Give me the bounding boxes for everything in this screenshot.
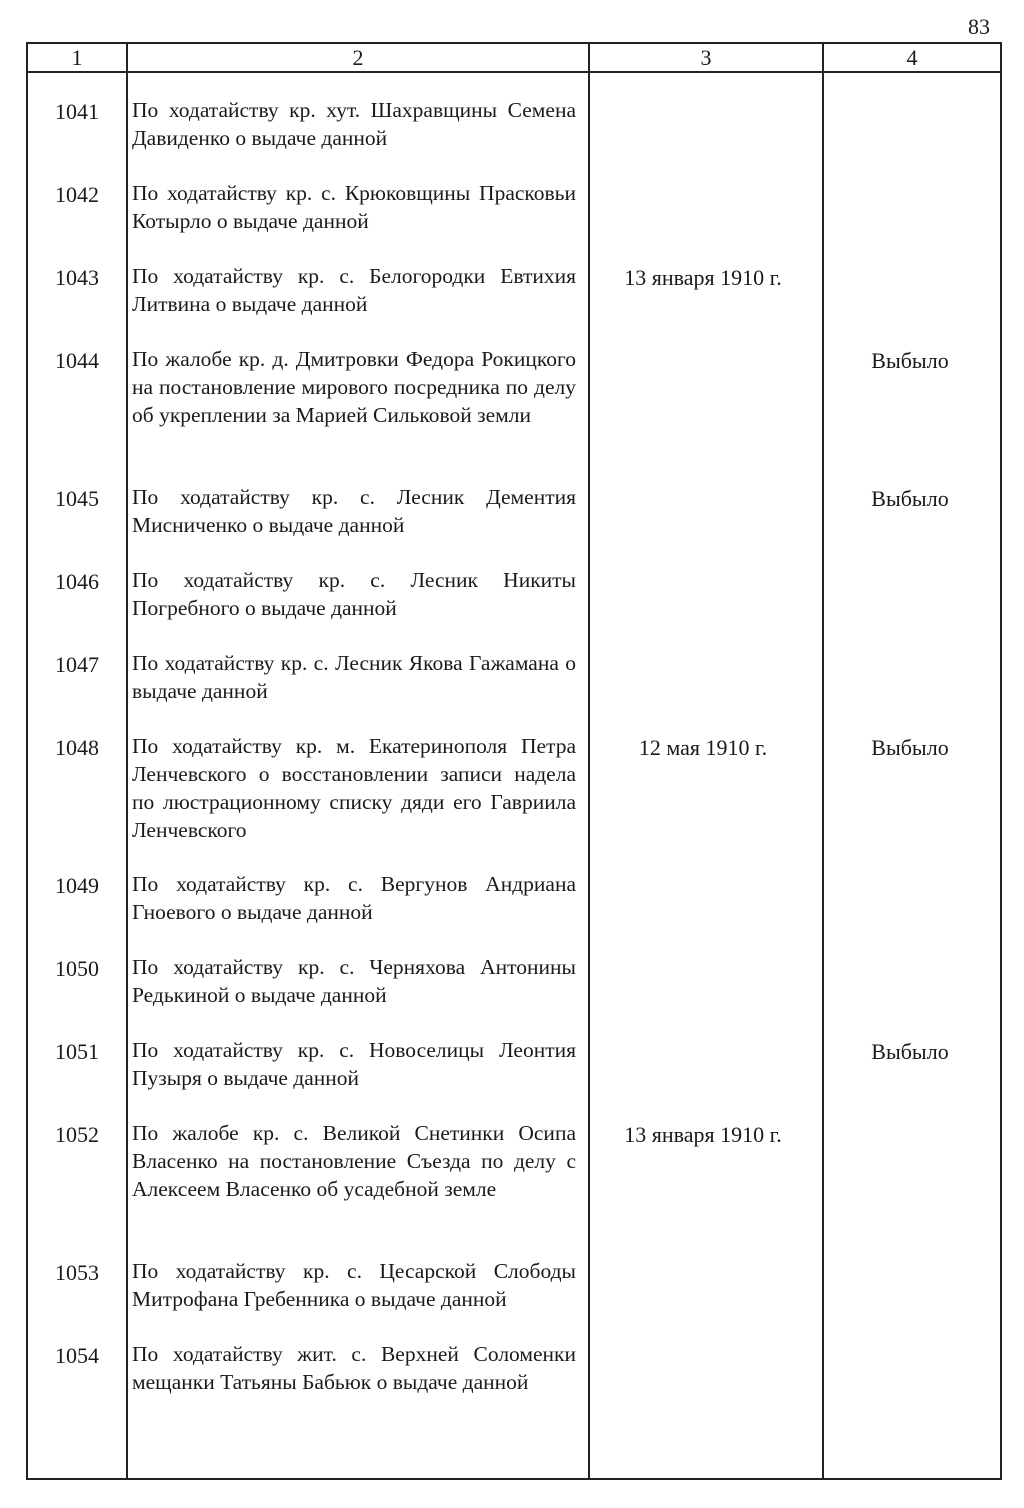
row-note	[820, 953, 1000, 955]
row-note: Выбыло	[871, 348, 949, 373]
row-number: 1051	[55, 1039, 99, 1064]
row-description: По жалобе кр. с. Великой Снетинки Осипа Власенко на постановление Съезда по делу с Алексеем Власенко об усадебной земле	[132, 1121, 576, 1201]
row-description: По ходатайству кр. с. Цесарской Слободы Митрофана Гребенника о выдаче данной	[132, 1259, 576, 1311]
table-row	[28, 1036, 1000, 1092]
table-row	[28, 345, 1000, 429]
row-date	[586, 483, 820, 485]
table-row	[28, 179, 1000, 235]
row-note: Выбыло	[871, 735, 949, 760]
row-number: 1044	[55, 348, 99, 373]
row-date	[586, 1036, 820, 1038]
table-row	[28, 483, 1000, 539]
row-date	[586, 1340, 820, 1342]
row-note	[820, 1340, 1000, 1342]
row-description: По ходатайству кр. хут. Шахравщины Семена Давиденко о выдаче данной	[132, 98, 576, 150]
row-note	[820, 179, 1000, 181]
table-row	[28, 1257, 1000, 1313]
row-date	[586, 96, 820, 98]
row-number: 1047	[55, 652, 99, 677]
row-note	[820, 262, 1000, 264]
row-number: 1046	[55, 569, 99, 594]
row-date	[586, 345, 820, 347]
column-header-1: 1	[71, 45, 83, 70]
table-row	[28, 953, 1000, 1009]
row-date	[586, 870, 820, 872]
row-description: По ходатайству жит. с. Верхней Соломенки мещанки Татьяны Бабьюк о выдаче данной	[132, 1342, 576, 1394]
row-date	[586, 953, 820, 955]
row-description: По ходатайству кр. с. Вергунов Андриана Гноевого о выдаче данной	[132, 872, 576, 924]
table-row	[28, 1119, 1000, 1203]
row-number: 1045	[55, 486, 99, 511]
row-description: По ходатайству кр. с. Лесник Якова Гажамана о выдаче данной	[132, 651, 576, 703]
row-note	[820, 566, 1000, 568]
row-date	[586, 649, 820, 651]
row-number: 1052	[55, 1122, 99, 1147]
table-row	[28, 649, 1000, 705]
table-row	[28, 870, 1000, 926]
row-note	[820, 649, 1000, 651]
register-table	[26, 42, 1002, 1480]
row-number: 1048	[55, 735, 99, 760]
table-row	[28, 1340, 1000, 1396]
header-divider	[28, 71, 1000, 73]
column-header-4: 4	[906, 45, 918, 70]
row-number: 1043	[55, 265, 99, 290]
row-note	[820, 1257, 1000, 1259]
row-description: По ходатайству кр. м. Екатеринополя Петра Ленчевского о восстановлении записи надела по люстрационному списку дяди его Гавриила Ленчевского	[132, 734, 576, 842]
row-note	[820, 1119, 1000, 1121]
row-number: 1042	[55, 182, 99, 207]
row-date	[586, 1257, 820, 1259]
row-description: По жалобе кр. д. Дмитровки Федора Рокицкого на постановление мирового посредника по делу об укреплении за Марией Сильковой земли	[132, 347, 576, 427]
column-header-2: 2	[352, 45, 364, 70]
table-row	[28, 732, 1000, 844]
row-description: По ходатайству кр. с. Крюковщины Прасковьи Котырло о выдаче данной	[132, 181, 576, 233]
row-date: 12 мая 1910 г.	[638, 735, 768, 760]
row-number: 1053	[55, 1260, 99, 1285]
row-note	[820, 96, 1000, 98]
column-header-3: 3	[700, 45, 712, 70]
page-number: 83	[968, 14, 990, 39]
row-description: По ходатайству кр. с. Белогородки Евтихия Литвина о выдаче данной	[132, 264, 576, 316]
row-number: 1049	[55, 873, 99, 898]
row-number: 1041	[55, 99, 99, 124]
row-note: Выбыло	[871, 486, 949, 511]
row-description: По ходатайству кр. с. Черняхова Антонины Редькиной о выдаче данной	[132, 955, 576, 1007]
table-row	[28, 262, 1000, 318]
row-date: 13 января 1910 г.	[624, 265, 782, 290]
row-date	[586, 179, 820, 181]
table-row	[28, 566, 1000, 622]
row-note: Выбыло	[871, 1039, 949, 1064]
table-row	[28, 96, 1000, 152]
row-note	[820, 870, 1000, 872]
row-description: По ходатайству кр. с. Лесник Дементия Мисниченко о выдаче данной	[132, 485, 576, 537]
row-number: 1050	[55, 956, 99, 981]
row-date: 13 января 1910 г.	[624, 1122, 782, 1147]
row-date	[586, 566, 820, 568]
row-description: По ходатайству кр. с. Новоселицы Леонтия Пузыря о выдаче данной	[132, 1038, 576, 1090]
row-description: По ходатайству кр. с. Лесник Никиты Погребного о выдаче данной	[132, 568, 576, 620]
row-number: 1054	[55, 1343, 99, 1368]
